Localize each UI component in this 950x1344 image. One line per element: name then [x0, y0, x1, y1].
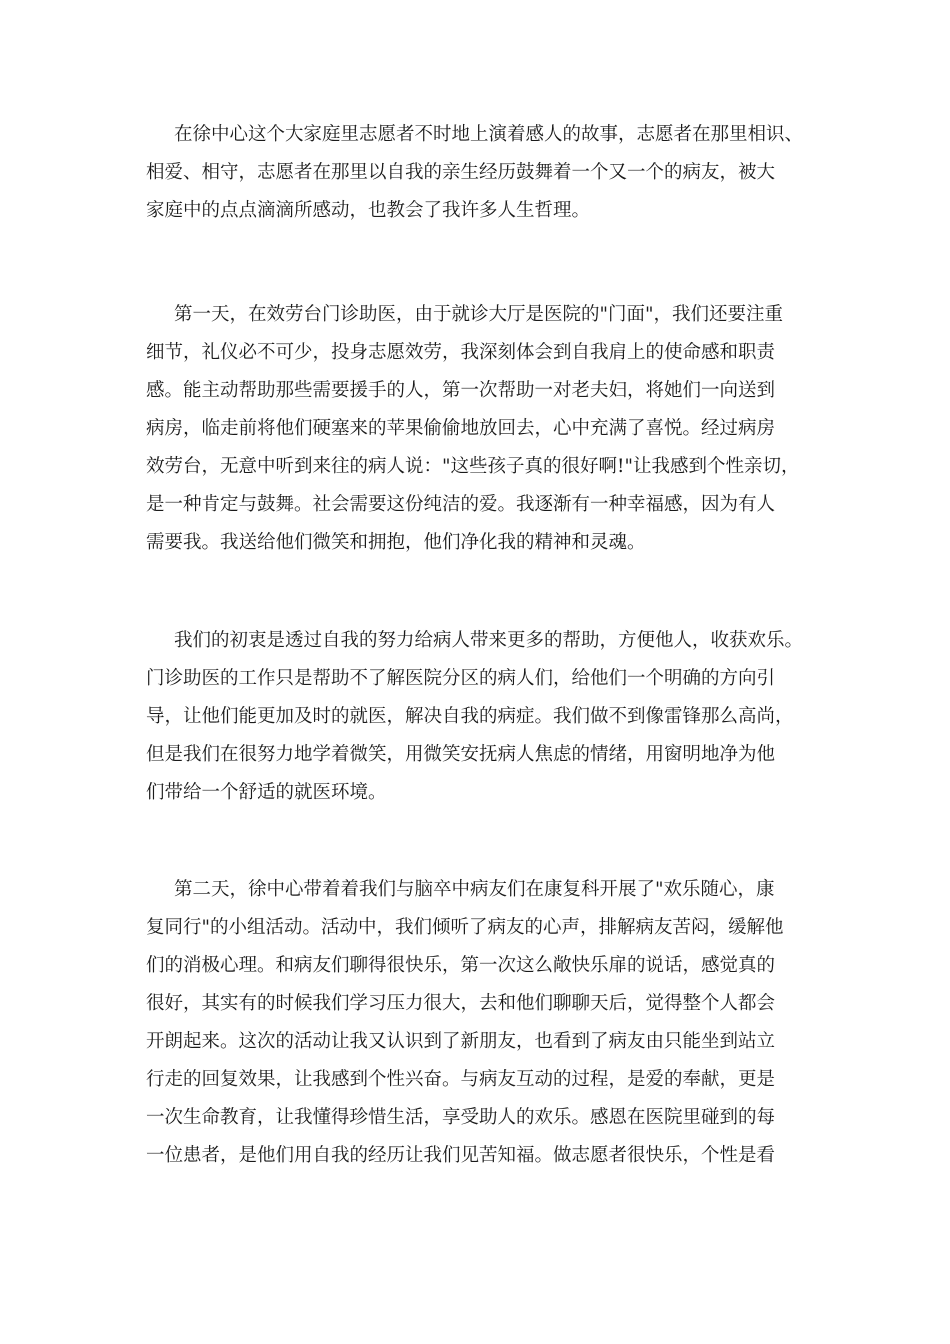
paragraph-line: 是一种肯定与鼓舞。社会需要这份纯洁的爱。我逐渐有一种幸福感，因为有人 [146, 494, 776, 515]
paragraph-line: 第二天，徐中心带着着我们与脑卒中病友们在康复科开展了"欢乐随心，康 [174, 879, 775, 900]
paragraph-line: 细节，礼仪必不可少，投身志愿效劳，我深刻体会到自我肩上的使命感和职责 [146, 342, 776, 363]
paragraph-line: 病房，临走前将他们硬塞来的苹果偷偷地放回去，心中充满了喜悦。经过病房 [146, 418, 776, 439]
paragraph-line: 们带给一个舒适的就医环境。 [146, 782, 387, 803]
paragraph-line: 一位患者，是他们用自我的经历让我们见苦知福。做志愿者很快乐，个性是看 [146, 1145, 776, 1166]
paragraph-line: 门诊助医的工作只是帮助不了解医院分区的病人们，给他们一个明确的方向引 [146, 668, 776, 689]
paragraph-line: 在徐中心这个大家庭里志愿者不时地上演着感人的故事，志愿者在那里相识、 [174, 124, 804, 145]
paragraph-2 [146, 296, 826, 562]
paragraph-line: 家庭中的点点滴滴所感动，也教会了我许多人生哲理。 [146, 200, 591, 221]
paragraph-4 [146, 871, 826, 1175]
paragraph-1 [146, 116, 826, 230]
paragraph-line: 相爱、相守，志愿者在那里以自我的亲生经历鼓舞着一个又一个的病友，被大 [146, 162, 776, 183]
paragraph-3 [146, 622, 826, 812]
paragraph-line: 很好，其实有的时候我们学习压力很大，去和他们聊聊天后，觉得整个人都会 [146, 993, 776, 1014]
paragraph-line: 效劳台，无意中听到来往的病人说："这些孩子真的很好啊!"让我感到个性亲切， [146, 456, 800, 477]
paragraph-line: 我们的初衷是透过自我的努力给病人带来更多的帮助，方便他人，收获欢乐。 [174, 630, 804, 651]
paragraph-line: 一次生命教育，让我懂得珍惜生活，享受助人的欢乐。感恩在医院里碰到的每 [146, 1107, 776, 1128]
paragraph-line: 需要我。我送给他们微笑和拥抱，他们净化我的精神和灵魂。 [146, 532, 646, 553]
paragraph-line: 第一天，在效劳台门诊助医，由于就诊大厅是医院的"门面"，我们还要注重 [174, 304, 784, 325]
paragraph-line: 行走的回复效果，让我感到个性兴奋。与病友互动的过程，是爱的奉献，更是 [146, 1069, 776, 1090]
paragraph-line: 们的消极心理。和病友们聊得很快乐，第一次这么敞快乐扉的说话，感觉真的 [146, 955, 776, 976]
paragraph-line: 但是我们在很努力地学着微笑，用微笑安抚病人焦虑的情绪，用窗明地净为他 [146, 744, 776, 765]
paragraph-line: 开朗起来。这次的活动让我又认识到了新朋友，也看到了病友由只能坐到站立 [146, 1031, 776, 1052]
paragraph-line: 导，让他们能更加及时的就医，解决自我的病症。我们做不到像雷锋那么高尚， [146, 706, 794, 727]
paragraph-line: 复同行"的小组活动。活动中，我们倾听了病友的心声，排解病友苦闷，缓解他 [146, 917, 784, 938]
paragraph-line: 感。能主动帮助那些需要援手的人，第一次帮助一对老夫妇，将她们一向送到 [146, 380, 776, 401]
